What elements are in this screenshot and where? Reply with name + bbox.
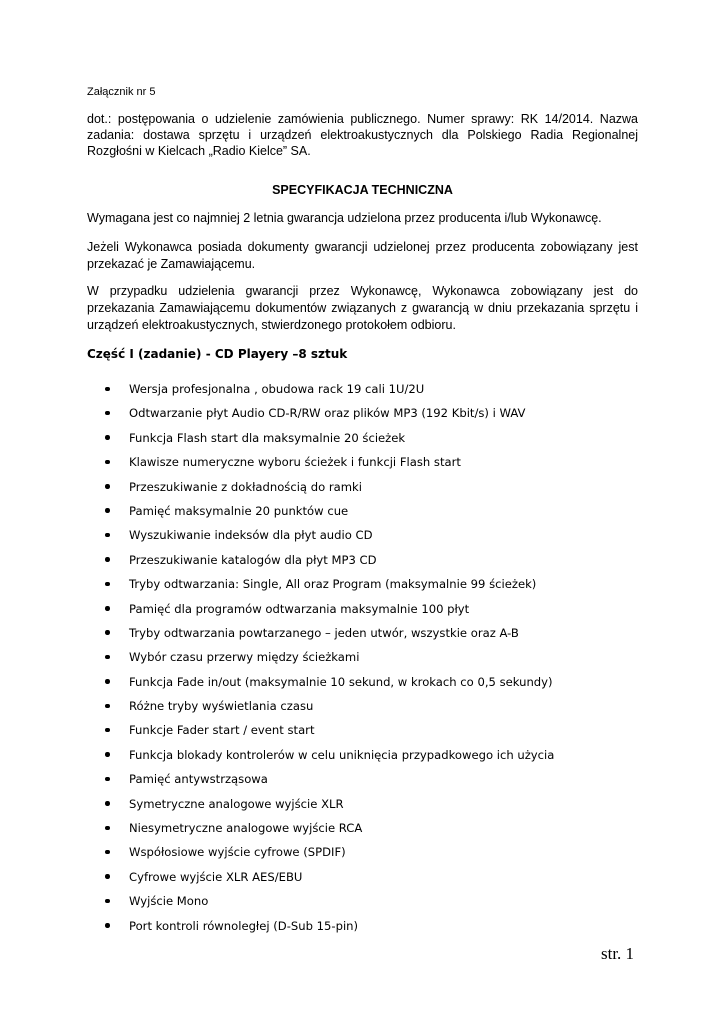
list-item-text: Funkcja blokady kontrolerów w celu uniknięcia przypadkowego ich użycia	[129, 747, 555, 762]
bullet-icon	[105, 826, 110, 831]
document-title: SPECYFIKACJA TECHNICZNA	[272, 183, 453, 197]
list-item-text: Cyfrowe wyjście XLR AES/EBU	[129, 869, 303, 884]
list-item-text: Wybór czasu przerwy między ścieżkami	[129, 650, 360, 665]
bullet-icon	[105, 923, 110, 928]
bullet-icon	[105, 411, 110, 416]
list-item-text: Funkcje Fader start / event start	[129, 723, 315, 738]
list-item-text: Tryby odtwarzania: Single, All oraz Program (maksymalnie 99 ścieżek)	[129, 577, 537, 592]
list-item-text: Przeszukiwanie katalogów dla płyt MP3 CD	[129, 552, 377, 567]
list-item-text: Niesymetryczne analogowe wyjście RCA	[129, 821, 363, 836]
contractor-warranty-paragraph: W przypadku udzielenia gwarancji przez Wykonawcę, Wykonawca zobowiązany jest do przekazania Zamawiającemu dokumentów związanych z gwarancją w dniu przekazania sprzętu i urządzeń elektroakustycznych, stwierdzonego protokołem odbioru.	[87, 284, 638, 332]
list-item-text: Różne tryby wyświetlania czasu	[129, 699, 314, 714]
bullet-icon	[105, 679, 110, 684]
list-item-text: Odtwarzanie płyt Audio CD-R/RW oraz plików MP3 (192 Kbit/s) i WAV	[129, 406, 526, 421]
bullet-icon	[105, 460, 110, 465]
list-item-text: Współosiowe wyjście cyfrowe (SPDIF)	[129, 845, 346, 860]
bullet-icon	[105, 850, 110, 855]
bullet-icon	[105, 630, 110, 635]
list-item-text: Pamięć dla programów odtwarzania maksymalnie 100 płyt	[129, 601, 470, 616]
warranty-documents-paragraph: Jeżeli Wykonawca posiada dokumenty gwarancji udzielonej przez producenta zobowiązany jest przekazać je Zamawiającemu.	[87, 240, 638, 271]
bullet-icon	[105, 533, 110, 538]
list-item-text: Wyjście Mono	[129, 894, 209, 909]
list-item-text: Symetryczne analogowe wyjście XLR	[129, 796, 344, 811]
bullet-icon	[105, 874, 110, 879]
section-heading: Część I (zadanie) - CD Playery –8 sztuk	[87, 347, 348, 361]
list-item-text: Funkcja Fade in/out (maksymalnie 10 sekund, w krokach co 0,5 sekundy)	[129, 674, 553, 689]
list-item-text: Tryby odtwarzania powtarzanego – jeden utwór, wszystkie oraz A-B	[129, 625, 519, 640]
bullet-icon	[105, 704, 110, 709]
bullet-icon	[105, 752, 110, 757]
list-item-text: Port kontroli równoległej (D-Sub 15-pin)	[129, 918, 359, 933]
list-item-text: Przeszukiwanie z dokładnością do ramki	[129, 479, 362, 494]
bullet-icon	[105, 801, 110, 806]
bullet-icon	[105, 508, 110, 513]
list-item-text: Klawisze numeryczne wyboru ścieżek i funkcji Flash start	[129, 455, 461, 470]
warranty-paragraph: Wymagana jest co najmniej 2 letnia gwarancja udzielona przez producenta i/lub Wykonawcę.	[87, 211, 602, 225]
list-item-text: Wyszukiwanie indeksów dla płyt audio CD	[129, 528, 373, 543]
bullet-icon	[105, 435, 110, 440]
bullet-icon	[105, 582, 110, 587]
list-item-text: Funkcja Flash start dla maksymalnie 20 ścieżek	[129, 430, 406, 445]
bullet-icon	[105, 484, 110, 489]
bullet-icon	[105, 655, 110, 660]
list-item-text: Wersja profesjonalna , obudowa rack 19 cali 1U/2U	[129, 382, 425, 396]
bullet-icon	[105, 777, 110, 782]
bullet-icon	[105, 899, 110, 904]
list-item-text: Pamięć maksymalnie 20 punktów cue	[129, 503, 349, 518]
annex-label: Załącznik nr 5	[87, 86, 156, 98]
bullet-icon	[105, 606, 110, 611]
subject-paragraph: dot.: postępowania o udzielenie zamówienia publicznego. Numer sprawy: RK 14/2014. Nazwa zadania: dostawa sprzętu i urządzeń elektroakustycznych dla Polskiego Radia Regionalnej Rozgłośni w Kielcach „Radio Kielce” SA.	[87, 112, 638, 158]
bullet-icon	[105, 557, 110, 562]
list-item-text: Pamięć antywstrząsowa	[129, 772, 268, 787]
bullet-icon	[105, 387, 110, 392]
bullet-icon	[105, 728, 110, 733]
page-number: str. 1	[601, 944, 635, 963]
